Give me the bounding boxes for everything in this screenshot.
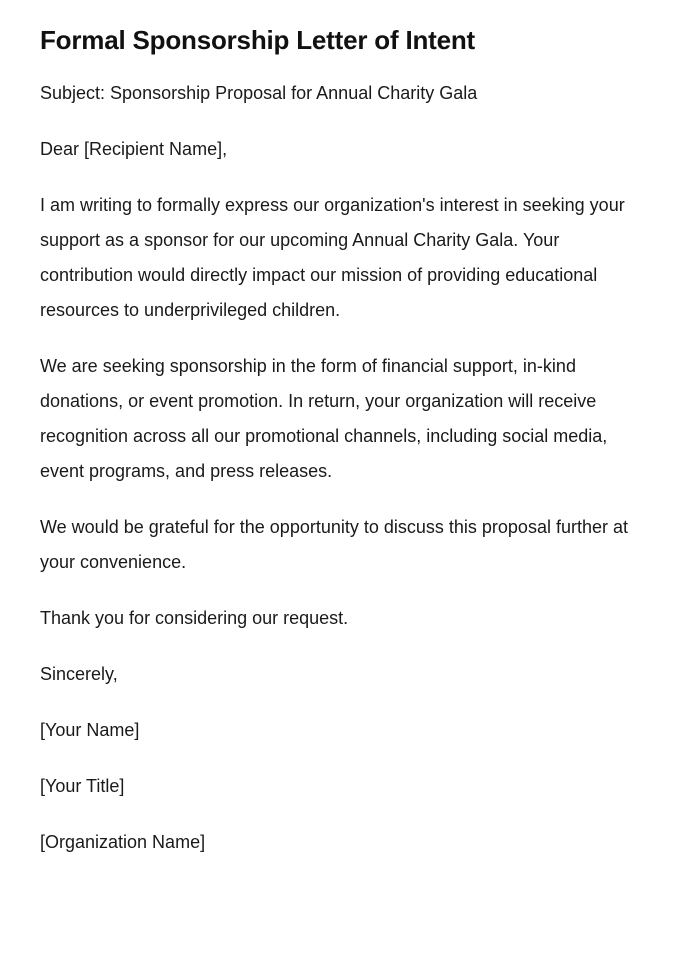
- page-title: Formal Sponsorship Letter of Intent: [40, 25, 476, 55]
- subject-line: Subject: Sponsorship Proposal for Annual Charity Gala: [40, 83, 478, 103]
- letter-body: [40, 76, 640, 860]
- body-paragraph-4: Thank you for considering our request.: [40, 608, 349, 628]
- signature-organization: [Organization Name]: [40, 832, 206, 852]
- signature-title: [Your Title]: [40, 776, 125, 796]
- body-paragraph-1: I am writing to formally express our organization's interest in seeking your support as a sponsor for our upcoming Annual Charity Gala. Your contribution would directly impact our mission of providing educational resources to underprivileged children.: [40, 195, 625, 320]
- closing-salutation: Sincerely,: [40, 664, 118, 684]
- salutation: Dear [Recipient Name],: [40, 139, 228, 159]
- body-paragraph-2: We are seeking sponsorship in the form of financial support, in-kind donations, or event promotion. In return, your organization will receive recognition across all our promotional channels, including social media, event programs, and press releases.: [40, 356, 608, 481]
- signature-name: [Your Name]: [40, 720, 140, 740]
- body-paragraph-3: We would be grateful for the opportunity to discuss this proposal further at your convenience.: [40, 517, 628, 572]
